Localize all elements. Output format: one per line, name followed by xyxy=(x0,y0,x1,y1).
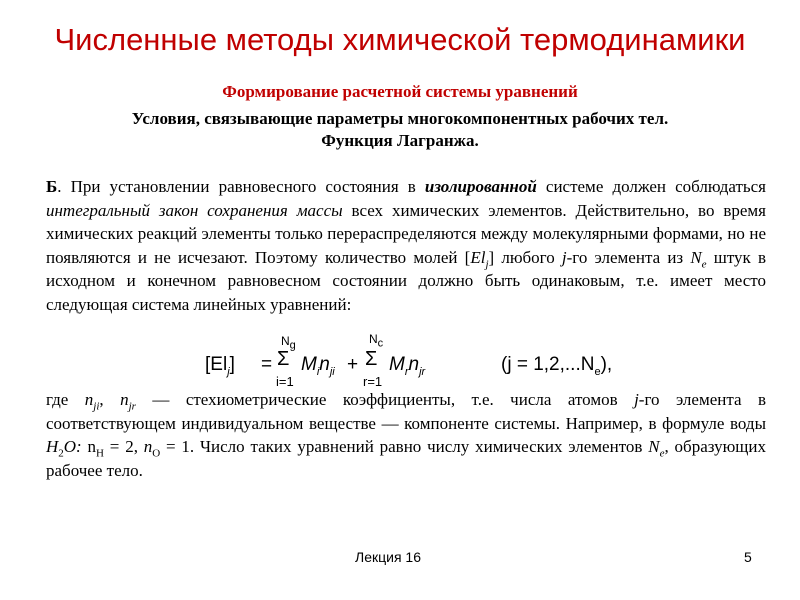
sum-sign-condensed: Σ xyxy=(365,348,378,370)
footer-lecture: Лекция 16 xyxy=(355,549,421,565)
equation-element-balance: $[El_j]$ = $N_g$ Σ i=1 $M_in_{ji}$ + $N_c$ Σ r=1 $M_rn_{jr}$ $(j = 1,2,...N_e)$, xyxy=(205,332,613,389)
slide-subtitle-lagrange: Функция Лагранжа. xyxy=(321,131,479,150)
paragraph-mass-conservation: Б. При установлении равновесного состояния в изолированной системе должен соблюдаться интегральный закон сохранения массы всех химических элементов. Действительно, во время химических реакций элементы только перераспределяются между молекулярными формами, но не появляются и не исчезают. Поэтому количество молей $[El_j]$ любого j-го элемента из $N_e$ штук в исходном и конечном равновесном состоянии должно быть одинаковым, т.е. имеет место следующая система линейных уравнений: xyxy=(46,177,767,314)
footer-page-number: 5 xyxy=(744,549,752,565)
slide-title: Численные методы химической термодинамики xyxy=(54,22,746,57)
slide-subtitle-conditions: Условия, связывающие параметры многокомпонентных рабочих тел. xyxy=(131,109,669,128)
isolated-emphasis: изолированной xyxy=(424,177,537,196)
slide-subtitle-red: Формирование расчетной системы уравнений xyxy=(222,82,578,101)
paragraph-stoichiometry: где $n_{ji}$, $n_{jr}$ — стехиометрические коэффициенты, т.е. числа атомов j-го элемента в соответствующем индивидуальном веществе — компоненте системы. Например, в формуле воды $H_2O$: $n_H = 2$, $n_O = 1$. Число таких уравнений равно числу химических элементов $N_e$, образующих рабочее тело. xyxy=(46,390,767,480)
law-emphasis: интегральный закон сохранения массы xyxy=(46,200,343,220)
sum-sign-gas: Σ xyxy=(277,348,290,370)
bold-letter-b: Б xyxy=(46,177,58,196)
